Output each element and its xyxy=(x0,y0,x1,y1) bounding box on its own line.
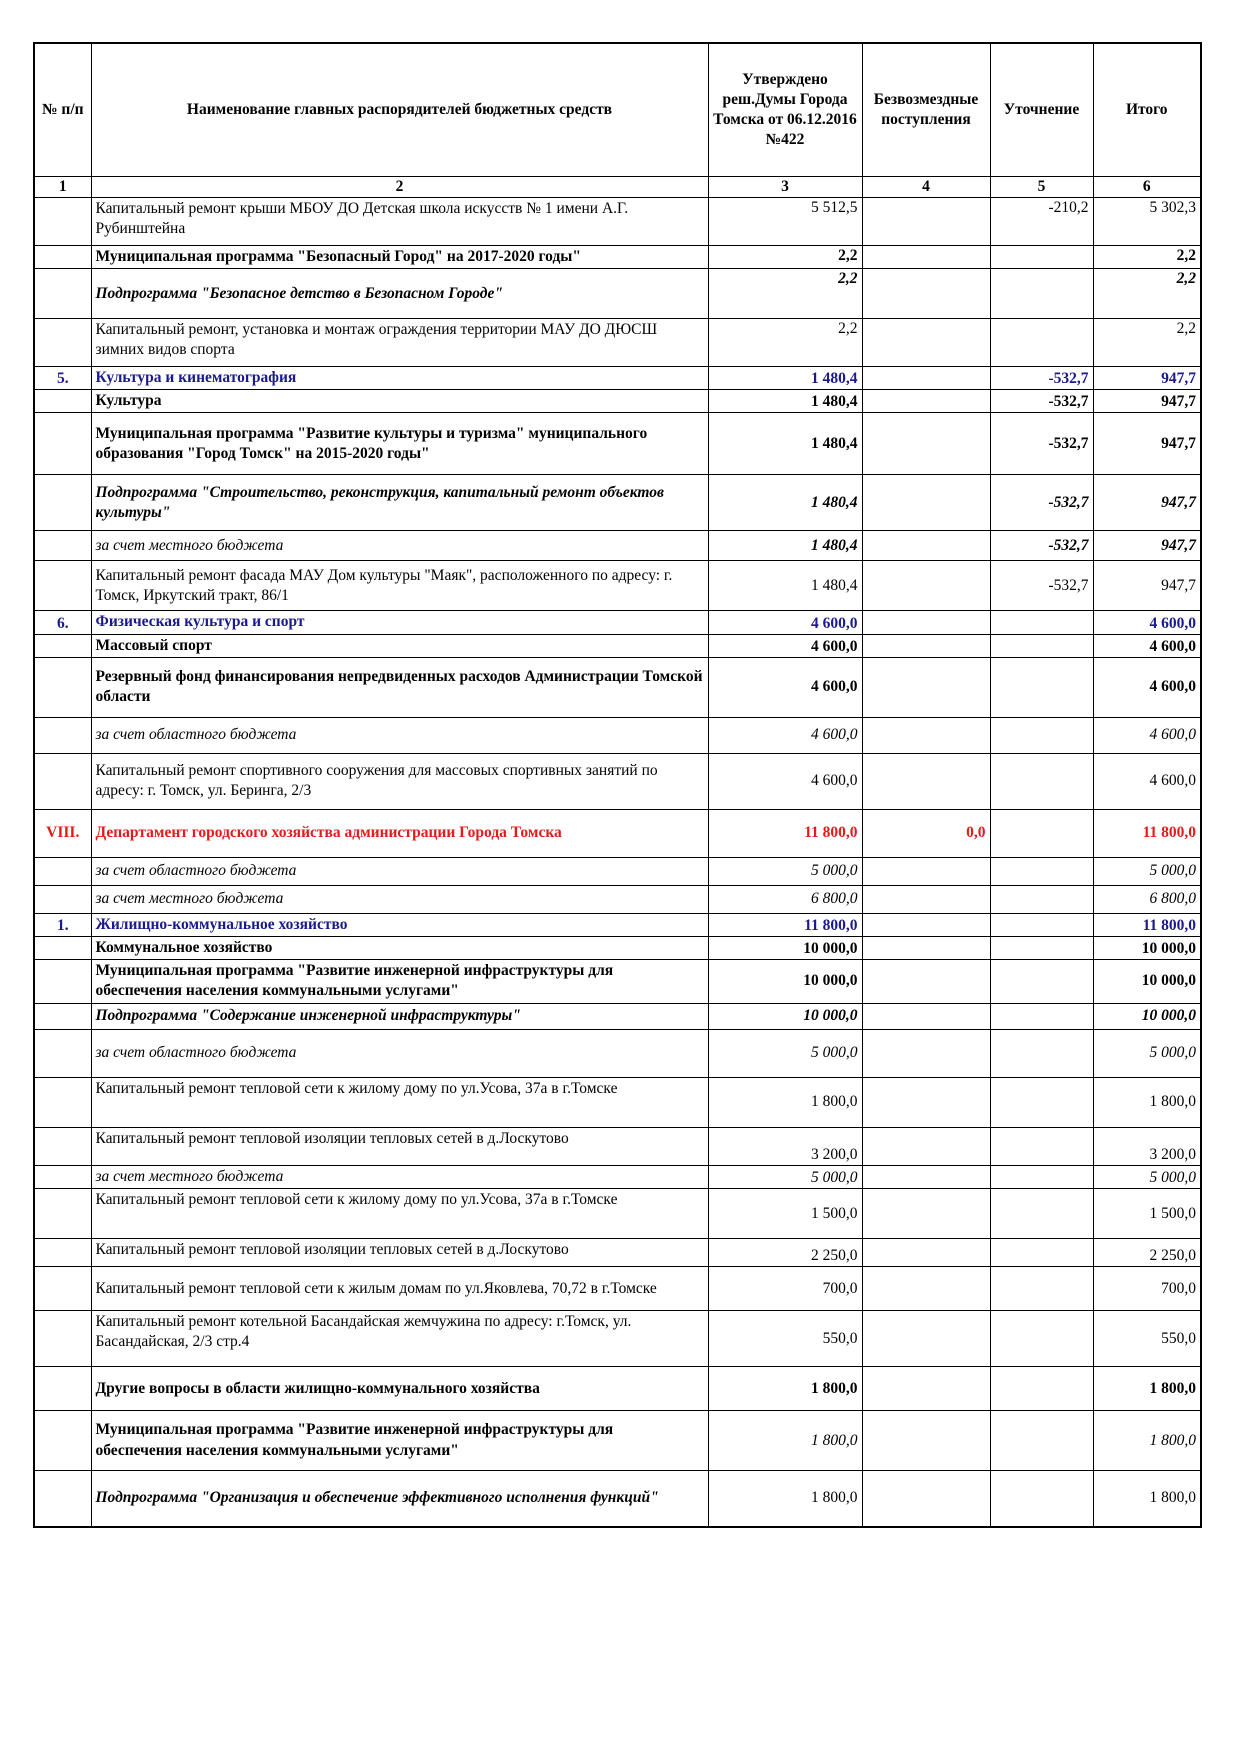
row-adjustment-value xyxy=(990,1077,1093,1127)
row-grants-value xyxy=(862,390,990,413)
row-grants-value xyxy=(862,717,990,753)
row-number xyxy=(34,246,91,269)
table-row xyxy=(34,657,1201,717)
row-adjustment-value xyxy=(990,753,1093,809)
row-adjustment-value: -532,7 xyxy=(990,390,1093,413)
column-number: 3 xyxy=(708,177,862,198)
row-number xyxy=(34,1411,91,1471)
row-adjustment-value xyxy=(990,1267,1093,1311)
header-number: № п/п xyxy=(34,43,91,177)
row-total-value: 2,2 xyxy=(1093,269,1201,319)
row-approved-value: 11 800,0 xyxy=(708,809,862,857)
row-approved-value: 6 800,0 xyxy=(708,885,862,913)
row-grants-value xyxy=(862,634,990,657)
row-total-value: 1 800,0 xyxy=(1093,1411,1201,1471)
row-name: Резервный фонд финансирования непредвиденных расходов Администрации Томской области xyxy=(91,657,708,717)
row-total-value: 947,7 xyxy=(1093,531,1201,561)
row-grants-value xyxy=(862,611,990,634)
row-name: Подпрограмма "Безопасное детство в Безопасном Городе" xyxy=(91,269,708,319)
row-adjustment-value xyxy=(990,1471,1093,1527)
row-name: Муниципальная программа "Развитие культуры и туризма" муниципального образования "Город Томск" на 2015-2020 годы" xyxy=(91,413,708,475)
table-row xyxy=(34,198,1201,246)
row-total-value: 3 200,0 xyxy=(1093,1127,1201,1165)
row-grants-value xyxy=(862,319,990,367)
row-total-value: 947,7 xyxy=(1093,413,1201,475)
table-row xyxy=(34,611,1201,634)
row-name: Капитальный ремонт тепловой сети к жилому дому по ул.Усова, 37а в г.Томске xyxy=(91,1189,708,1239)
row-approved-value: 1 480,4 xyxy=(708,413,862,475)
row-adjustment-value xyxy=(990,611,1093,634)
row-name: Капитальный ремонт крыши МБОУ ДО Детская школа искусств № 1 имени А.Г. Рубинштейна xyxy=(91,198,708,246)
column-number: 4 xyxy=(862,177,990,198)
row-name: Капитальный ремонт тепловой изоляции тепловых сетей в д.Лоскутово xyxy=(91,1239,708,1267)
row-number: VIII. xyxy=(34,809,91,857)
table-row xyxy=(34,367,1201,390)
row-number xyxy=(34,1189,91,1239)
row-grants-value xyxy=(862,657,990,717)
row-total-value: 10 000,0 xyxy=(1093,936,1201,959)
row-approved-value: 4 600,0 xyxy=(708,657,862,717)
row-approved-value: 700,0 xyxy=(708,1267,862,1311)
table-row xyxy=(34,753,1201,809)
row-total-value: 6 800,0 xyxy=(1093,885,1201,913)
row-total-value: 5 000,0 xyxy=(1093,1165,1201,1188)
row-total-value: 5 000,0 xyxy=(1093,857,1201,885)
row-name: Жилищно-коммунальное хозяйство xyxy=(91,913,708,936)
row-adjustment-value xyxy=(990,1411,1093,1471)
row-grants-value xyxy=(862,1311,990,1367)
table-row xyxy=(34,1127,1201,1165)
row-grants-value xyxy=(862,1003,990,1029)
table-row xyxy=(34,531,1201,561)
table-row xyxy=(34,561,1201,611)
header-name: Наименование главных распорядителей бюджетных средств xyxy=(91,43,708,177)
row-adjustment-value xyxy=(990,1127,1093,1165)
row-grants-value xyxy=(862,269,990,319)
row-approved-value: 4 600,0 xyxy=(708,611,862,634)
row-grants-value xyxy=(862,1367,990,1411)
header-approved: Утверждено реш.Думы Города Томска от 06.12.2016 №422 xyxy=(708,43,862,177)
row-name: Капитальный ремонт спортивного сооружения для массовых спортивных занятий по адресу: г. Томск, ул. Беринга, 2/3 xyxy=(91,753,708,809)
row-adjustment-value xyxy=(990,857,1093,885)
row-adjustment-value xyxy=(990,809,1093,857)
row-approved-value: 10 000,0 xyxy=(708,1003,862,1029)
row-total-value: 4 600,0 xyxy=(1093,717,1201,753)
row-adjustment-value xyxy=(990,319,1093,367)
row-adjustment-value xyxy=(990,269,1093,319)
row-total-value: 4 600,0 xyxy=(1093,634,1201,657)
row-approved-value: 5 000,0 xyxy=(708,857,862,885)
row-adjustment-value xyxy=(990,959,1093,1003)
row-number xyxy=(34,717,91,753)
row-name: Капитальный ремонт котельной Басандайская жемчужина по адресу: г.Томск, ул. Басандайская, 2/3 стр.4 xyxy=(91,1311,708,1367)
row-adjustment-value: -210,2 xyxy=(990,198,1093,246)
row-grants-value xyxy=(862,1077,990,1127)
row-adjustment-value: -532,7 xyxy=(990,367,1093,390)
row-name: Подпрограмма "Организация и обеспечение эффективного исполнения функций" xyxy=(91,1471,708,1527)
row-approved-value: 5 512,5 xyxy=(708,198,862,246)
table-row xyxy=(34,634,1201,657)
row-name: Капитальный ремонт, установка и монтаж ограждения территории МАУ ДО ДЮСШ зимних видов спорта xyxy=(91,319,708,367)
row-adjustment-value xyxy=(990,1165,1093,1188)
row-name: Департамент городского хозяйства администрации Города Томска xyxy=(91,809,708,857)
row-grants-value xyxy=(862,1239,990,1267)
column-number: 1 xyxy=(34,177,91,198)
row-approved-value: 1 480,4 xyxy=(708,475,862,531)
row-approved-value: 1 800,0 xyxy=(708,1077,862,1127)
row-total-value: 1 800,0 xyxy=(1093,1367,1201,1411)
row-total-value: 4 600,0 xyxy=(1093,611,1201,634)
row-number xyxy=(34,1239,91,1267)
row-adjustment-value xyxy=(990,913,1093,936)
row-grants-value xyxy=(862,885,990,913)
row-number xyxy=(34,561,91,611)
row-total-value: 1 800,0 xyxy=(1093,1077,1201,1127)
row-grants-value xyxy=(862,913,990,936)
row-number xyxy=(34,413,91,475)
row-approved-value: 2,2 xyxy=(708,269,862,319)
row-total-value: 4 600,0 xyxy=(1093,657,1201,717)
row-name: за счет местного бюджета xyxy=(91,531,708,561)
row-total-value: 2,2 xyxy=(1093,319,1201,367)
row-number xyxy=(34,1267,91,1311)
row-adjustment-value xyxy=(990,1311,1093,1367)
table-row xyxy=(34,913,1201,936)
row-approved-value: 11 800,0 xyxy=(708,913,862,936)
row-approved-value: 10 000,0 xyxy=(708,959,862,1003)
row-name: Физическая культура и спорт xyxy=(91,611,708,634)
row-number xyxy=(34,269,91,319)
row-name: Массовый спорт xyxy=(91,634,708,657)
row-number xyxy=(34,475,91,531)
row-name: Муниципальная программа "Безопасный Город" на 2017-2020 годы" xyxy=(91,246,708,269)
row-grants-value: 0,0 xyxy=(862,809,990,857)
row-adjustment-value: -532,7 xyxy=(990,561,1093,611)
row-number xyxy=(34,936,91,959)
row-grants-value xyxy=(862,1267,990,1311)
table-row xyxy=(34,857,1201,885)
row-grants-value xyxy=(862,936,990,959)
row-total-value: 947,7 xyxy=(1093,475,1201,531)
row-grants-value xyxy=(862,857,990,885)
table-row xyxy=(34,959,1201,1003)
row-name: за счет местного бюджета xyxy=(91,1165,708,1188)
row-number: 1. xyxy=(34,913,91,936)
row-approved-value: 4 600,0 xyxy=(708,717,862,753)
row-approved-value: 2,2 xyxy=(708,319,862,367)
row-total-value: 11 800,0 xyxy=(1093,809,1201,857)
column-numbers-row xyxy=(34,177,1201,198)
row-name: Капитальный ремонт тепловой изоляции тепловых сетей в д.Лоскутово xyxy=(91,1127,708,1165)
row-name: Капитальный ремонт тепловой сети к жилому дому по ул.Усова, 37а в г.Томске xyxy=(91,1077,708,1127)
row-number xyxy=(34,1471,91,1527)
table-row xyxy=(34,717,1201,753)
table-row xyxy=(34,1471,1201,1527)
row-total-value: 10 000,0 xyxy=(1093,959,1201,1003)
table-row xyxy=(34,246,1201,269)
row-total-value: 11 800,0 xyxy=(1093,913,1201,936)
row-name: Капитальный ремонт тепловой сети к жилым домам по ул.Яковлева, 70,72 в г.Томске xyxy=(91,1267,708,1311)
row-grants-value xyxy=(862,753,990,809)
row-grants-value xyxy=(862,561,990,611)
row-name: за счет областного бюджета xyxy=(91,857,708,885)
row-number xyxy=(34,531,91,561)
budget-table xyxy=(33,42,1202,1528)
table-row xyxy=(34,1077,1201,1127)
row-approved-value: 1 500,0 xyxy=(708,1189,862,1239)
row-approved-value: 1 480,4 xyxy=(708,561,862,611)
row-adjustment-value xyxy=(990,246,1093,269)
row-number xyxy=(34,1127,91,1165)
row-number: 5. xyxy=(34,367,91,390)
table-row xyxy=(34,809,1201,857)
row-name: Подпрограмма "Строительство, реконструкция, капитальный ремонт объектов культуры" xyxy=(91,475,708,531)
header-grants: Безвозмездные поступления xyxy=(862,43,990,177)
row-number xyxy=(34,657,91,717)
row-adjustment-value xyxy=(990,1189,1093,1239)
row-adjustment-value: -532,7 xyxy=(990,413,1093,475)
row-grants-value xyxy=(862,1029,990,1077)
header-row xyxy=(34,43,1201,177)
row-number xyxy=(34,753,91,809)
row-name: Муниципальная программа "Развитие инженерной инфраструктуры для обеспечения населения коммунальными услугами" xyxy=(91,959,708,1003)
row-approved-value: 2,2 xyxy=(708,246,862,269)
row-adjustment-value: -532,7 xyxy=(990,475,1093,531)
row-adjustment-value xyxy=(990,1003,1093,1029)
table-row xyxy=(34,885,1201,913)
table-row xyxy=(34,319,1201,367)
row-name: за счет местного бюджета xyxy=(91,885,708,913)
row-approved-value: 4 600,0 xyxy=(708,634,862,657)
row-name: Культура xyxy=(91,390,708,413)
row-approved-value: 2 250,0 xyxy=(708,1239,862,1267)
row-approved-value: 10 000,0 xyxy=(708,936,862,959)
row-number xyxy=(34,1311,91,1367)
table-row xyxy=(34,1165,1201,1188)
row-adjustment-value: -532,7 xyxy=(990,531,1093,561)
row-total-value: 2 250,0 xyxy=(1093,1239,1201,1267)
table-row xyxy=(34,1311,1201,1367)
table-row xyxy=(34,390,1201,413)
row-grants-value xyxy=(862,959,990,1003)
column-number: 5 xyxy=(990,177,1093,198)
table-row xyxy=(34,1367,1201,1411)
row-approved-value: 4 600,0 xyxy=(708,753,862,809)
row-adjustment-value xyxy=(990,936,1093,959)
row-approved-value: 5 000,0 xyxy=(708,1165,862,1188)
row-number: 6. xyxy=(34,611,91,634)
row-approved-value: 1 480,4 xyxy=(708,390,862,413)
row-grants-value xyxy=(862,1127,990,1165)
row-adjustment-value xyxy=(990,657,1093,717)
row-grants-value xyxy=(862,1411,990,1471)
row-grants-value xyxy=(862,531,990,561)
row-grants-value xyxy=(862,246,990,269)
row-adjustment-value xyxy=(990,1029,1093,1077)
row-number xyxy=(34,885,91,913)
row-approved-value: 1 480,4 xyxy=(708,531,862,561)
row-grants-value xyxy=(862,475,990,531)
row-total-value: 700,0 xyxy=(1093,1267,1201,1311)
row-number xyxy=(34,1367,91,1411)
table-row xyxy=(34,1189,1201,1239)
row-total-value: 947,7 xyxy=(1093,390,1201,413)
row-number xyxy=(34,634,91,657)
row-name: Подпрограмма "Содержание инженерной инфраструктуры" xyxy=(91,1003,708,1029)
row-grants-value xyxy=(862,1189,990,1239)
row-total-value: 947,7 xyxy=(1093,367,1201,390)
header-total: Итого xyxy=(1093,43,1201,177)
row-number xyxy=(34,198,91,246)
table-row xyxy=(34,1239,1201,1267)
column-number: 2 xyxy=(91,177,708,198)
row-approved-value: 550,0 xyxy=(708,1311,862,1367)
table-row xyxy=(34,1411,1201,1471)
row-approved-value: 3 200,0 xyxy=(708,1127,862,1165)
row-approved-value: 5 000,0 xyxy=(708,1029,862,1077)
table-row xyxy=(34,1029,1201,1077)
row-total-value: 1 800,0 xyxy=(1093,1471,1201,1527)
row-approved-value: 1 480,4 xyxy=(708,367,862,390)
row-approved-value: 1 800,0 xyxy=(708,1367,862,1411)
table-row xyxy=(34,475,1201,531)
row-adjustment-value xyxy=(990,634,1093,657)
row-number xyxy=(34,319,91,367)
row-grants-value xyxy=(862,1165,990,1188)
row-number xyxy=(34,959,91,1003)
row-grants-value xyxy=(862,1471,990,1527)
column-number: 6 xyxy=(1093,177,1201,198)
row-number xyxy=(34,1029,91,1077)
row-name: Другие вопросы в области жилищно-коммунального хозяйства xyxy=(91,1367,708,1411)
row-total-value: 4 600,0 xyxy=(1093,753,1201,809)
row-name: за счет областного бюджета xyxy=(91,1029,708,1077)
row-adjustment-value xyxy=(990,1239,1093,1267)
row-total-value: 5 000,0 xyxy=(1093,1029,1201,1077)
row-adjustment-value xyxy=(990,717,1093,753)
row-total-value: 1 500,0 xyxy=(1093,1189,1201,1239)
table-row xyxy=(34,1003,1201,1029)
row-total-value: 10 000,0 xyxy=(1093,1003,1201,1029)
row-number xyxy=(34,1077,91,1127)
row-total-value: 2,2 xyxy=(1093,246,1201,269)
row-total-value: 5 302,3 xyxy=(1093,198,1201,246)
row-number xyxy=(34,1003,91,1029)
row-approved-value: 1 800,0 xyxy=(708,1411,862,1471)
header-adjustment: Уточнение xyxy=(990,43,1093,177)
row-number xyxy=(34,857,91,885)
row-total-value: 947,7 xyxy=(1093,561,1201,611)
table-row xyxy=(34,413,1201,475)
row-name: Капитальный ремонт фасада МАУ Дом культуры "Маяк", расположенного по адресу: г. Томск, Иркутский тракт, 86/1 xyxy=(91,561,708,611)
row-number xyxy=(34,1165,91,1188)
row-adjustment-value xyxy=(990,885,1093,913)
table-row xyxy=(34,1267,1201,1311)
row-name: Коммунальное хозяйство xyxy=(91,936,708,959)
row-number xyxy=(34,390,91,413)
row-grants-value xyxy=(862,413,990,475)
row-name: Муниципальная программа "Развитие инженерной инфраструктуры для обеспечения населения коммунальными услугами" xyxy=(91,1411,708,1471)
row-grants-value xyxy=(862,367,990,390)
row-name: за счет областного бюджета xyxy=(91,717,708,753)
table-row xyxy=(34,936,1201,959)
row-name: Культура и кинематография xyxy=(91,367,708,390)
table-row xyxy=(34,269,1201,319)
row-grants-value xyxy=(862,198,990,246)
row-total-value: 550,0 xyxy=(1093,1311,1201,1367)
row-adjustment-value xyxy=(990,1367,1093,1411)
row-approved-value: 1 800,0 xyxy=(708,1471,862,1527)
